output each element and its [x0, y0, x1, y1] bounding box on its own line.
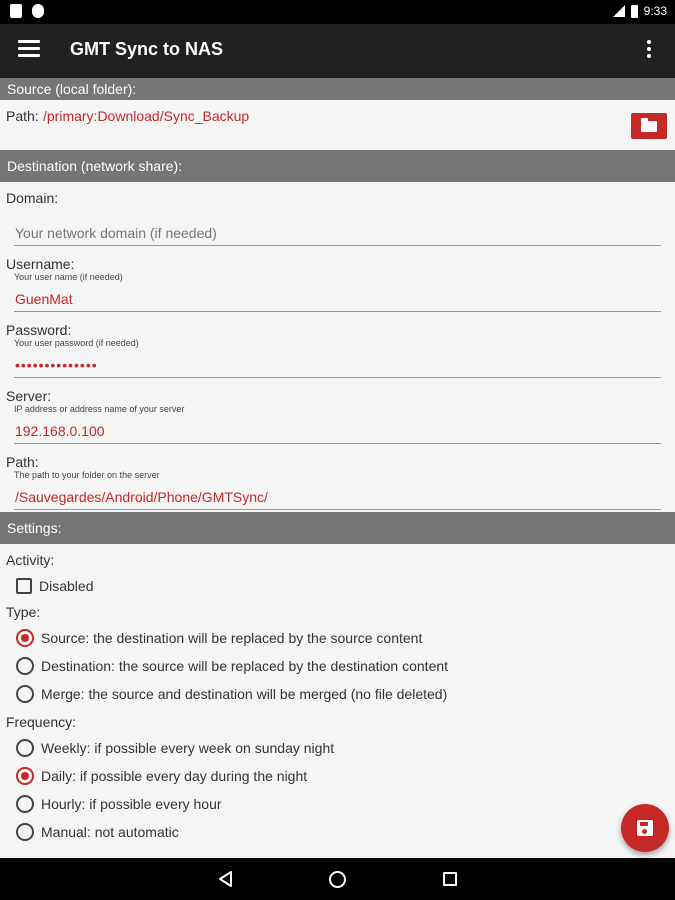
type-label: Type: — [6, 604, 41, 620]
type-option-label: Source: the destination will be replaced by the source content — [41, 630, 423, 646]
frequency-option-manual[interactable] — [0, 818, 675, 846]
source-section-header: Source (local folder): — [0, 78, 675, 100]
notification-icon — [10, 4, 22, 18]
domain-input[interactable] — [14, 220, 661, 246]
domain-label: Domain: — [6, 190, 59, 206]
username-label: Username: — [6, 256, 75, 272]
username-hint: Your user name (if needed) — [14, 272, 123, 282]
server-field — [0, 380, 675, 446]
radio-destination[interactable] — [16, 657, 34, 675]
password-input[interactable] — [14, 352, 661, 378]
source-path-row — [0, 100, 675, 150]
status-bar — [0, 0, 675, 24]
back-icon[interactable] — [218, 871, 234, 887]
domain-field — [0, 182, 675, 248]
frequency-option-label: Weekly: if possible every week on sunday night — [41, 740, 335, 756]
hamburger-menu-icon[interactable] — [18, 40, 40, 58]
source-path-value[interactable]: /primary:Download/Sync_Backup — [43, 108, 250, 124]
more-vert-icon[interactable] — [643, 40, 655, 62]
server-path-field — [0, 446, 675, 512]
android-icon — [32, 4, 44, 18]
folder-icon — [641, 121, 657, 132]
radio-source[interactable] — [16, 629, 34, 647]
server-label: Server: — [6, 388, 52, 404]
radio-merge[interactable] — [16, 685, 34, 703]
type-option-source[interactable] — [0, 624, 675, 652]
frequency-option-label: Hourly: if possible every hour — [41, 796, 222, 812]
disabled-checkbox[interactable] — [16, 578, 32, 594]
radio-daily[interactable] — [16, 767, 34, 785]
username-field — [0, 248, 675, 314]
source-path-label: Path: — [6, 108, 39, 124]
server-path-hint: The path to your folder on the server — [14, 470, 160, 480]
password-hint: Your user password (if needed) — [14, 338, 139, 348]
status-time: 9:33 — [643, 4, 667, 18]
navigation-bar — [0, 858, 675, 900]
type-option-label: Merge: the source and destination will be merged (no file deleted) — [41, 686, 448, 702]
signal-icon — [613, 5, 625, 17]
server-path-input[interactable] — [14, 484, 661, 510]
activity-label: Activity: — [6, 552, 55, 568]
frequency-option-hourly[interactable] — [0, 790, 675, 818]
settings-form — [0, 78, 675, 858]
app-title: GMT Sync to NAS — [70, 39, 224, 59]
settings-section-header: Settings: — [0, 512, 675, 544]
server-path-label: Path: — [6, 454, 39, 470]
destination-section-header: Destination (network share): — [0, 150, 675, 182]
save-button[interactable] — [621, 804, 669, 852]
save-icon — [637, 820, 653, 836]
activity-disabled-label: Disabled — [39, 578, 94, 594]
server-input[interactable] — [14, 418, 661, 444]
frequency-option-label: Manual: not automatic — [41, 824, 179, 840]
choose-folder-button[interactable] — [631, 113, 667, 139]
radio-weekly[interactable] — [16, 739, 34, 757]
battery-icon — [631, 5, 638, 18]
type-option-label: Destination: the source will be replaced by the destination content — [41, 658, 449, 674]
frequency-option-daily[interactable] — [0, 762, 675, 790]
recent-apps-icon[interactable] — [443, 872, 457, 886]
type-option-merge[interactable] — [0, 680, 675, 708]
activity-disabled-option[interactable] — [0, 572, 675, 600]
server-hint: IP address or address name of your server — [14, 404, 185, 414]
type-option-destination[interactable] — [0, 652, 675, 680]
username-input[interactable] — [14, 286, 661, 312]
frequency-option-label: Daily: if possible every day during the night — [41, 768, 308, 784]
password-field — [0, 314, 675, 380]
radio-manual[interactable] — [16, 823, 34, 841]
password-label: Password: — [6, 322, 72, 338]
home-icon[interactable] — [329, 871, 346, 888]
frequency-label: Frequency: — [6, 714, 77, 730]
radio-hourly[interactable] — [16, 795, 34, 813]
app-bar — [0, 24, 675, 78]
frequency-option-weekly[interactable] — [0, 734, 675, 762]
